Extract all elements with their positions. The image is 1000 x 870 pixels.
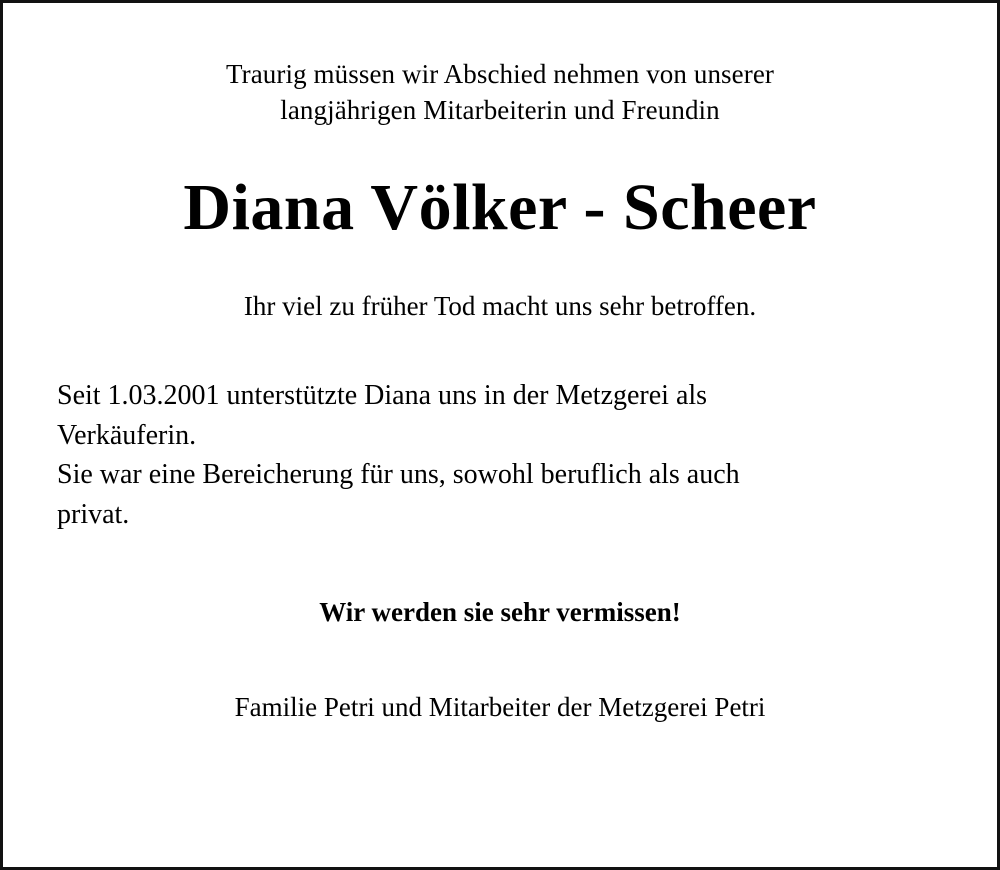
body-line-2: Verkäuferin.	[57, 419, 197, 451]
signature-text: Familie Petri und Mitarbeiter der Metzgerei Petri	[234, 691, 766, 722]
body-line-1: Seit 1.03.2001 unterstützte Diana uns in der Metzgerei als	[57, 379, 708, 411]
intro-line-2: langjährigen Mitarbeiterin und Freundin	[280, 94, 720, 125]
body-line-3: Sie war eine Bereicherung für uns, sowohl beruflich als auch	[57, 459, 740, 491]
body-text	[57, 376, 953, 535]
subline-text: Ihr viel zu früher Tod macht uns sehr betroffen.	[243, 290, 757, 321]
body-line-4: privat.	[57, 499, 130, 531]
emphasis-text: Wir werden sie sehr vermissen!	[319, 596, 681, 627]
bottom-spacer	[47, 723, 953, 837]
intro-text	[47, 57, 953, 128]
deceased-name: Diana Völker - Scheer	[183, 171, 817, 245]
intro-line-1: Traurig müssen wir Abschied nehmen von unserer	[225, 59, 774, 89]
